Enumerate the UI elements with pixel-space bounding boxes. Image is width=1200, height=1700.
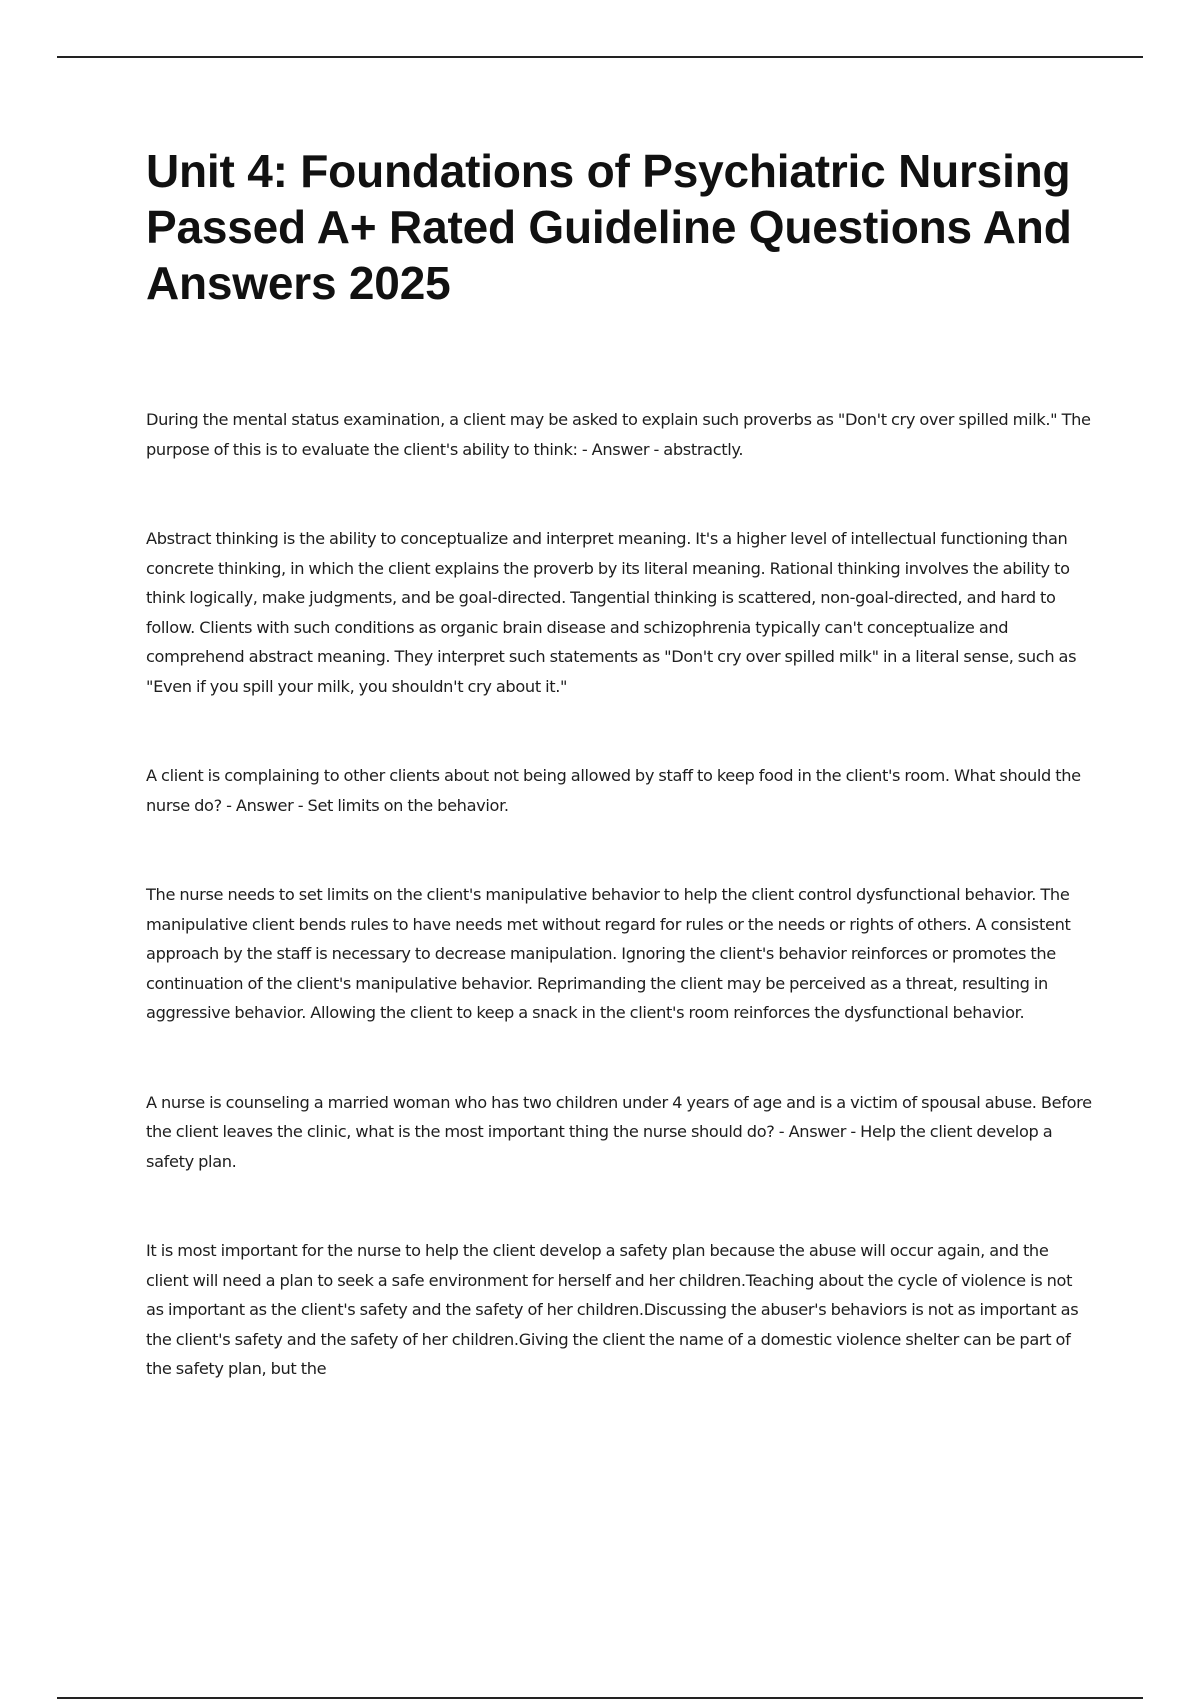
question-paragraph: A client is complaining to other clients about not being allowed by staff to keep food in the client's room. What should the nurse do? - Answer - Set limits on the behavior. (146, 766, 1081, 815)
question-paragraph: A nurse is counseling a married woman who has two children under 4 years of age and is a victim of spousal abuse. Before the client leaves the clinic, what is the most important thing the nurse should do? - Answer - Help the client develop a safety plan. (146, 1092, 1092, 1171)
document-title: Unit 4: Foundations of Psychiatric Nursing Passed A+ Rated Guideline Questions And Answers 2025 (146, 145, 1072, 309)
rationale-paragraph: Abstract thinking is the ability to conceptualize and interpret meaning. It's a higher level of intellectual functioning than concrete thinking, in which the client explains the proverb by its literal meaning. Rational thinking involves the ability to think logically, make judgments, and be goal-directed. Tangential thinking is scattered, non-goal-directed, and hard to follow. Clients with such conditions as organic brain disease and schizophrenia typically can't conceptualize and comprehend abstract meaning. They interpret such statements as "Don't cry over spilled milk" in a literal sense, such as "Even if you spill your milk, you shouldn't cry about it." (146, 529, 1077, 696)
page-content (146, 143, 1092, 1444)
question-paragraph: During the mental status examination, a client may be asked to explain such proverbs as "Don't cry over spilled milk." The purpose of this is to evaluate the client's ability to think: - Answer - abstractly. (146, 410, 1091, 459)
top-rule (57, 56, 1143, 58)
rationale-paragraph: It is most important for the nurse to help the client develop a safety plan because the abuse will occur again, and the client will need a plan to seek a safe environment for herself and her children.Teaching about the cycle of violence is not as important as the client's safety and the safety of her children.Discussing the abuser's behaviors is not as important as the client's safety and the safety of her children.Giving the client the name of a domestic violence shelter can be part of the safety plan, but the (146, 1241, 1079, 1378)
rationale-paragraph: The nurse needs to set limits on the client's manipulative behavior to help the client control dysfunctional behavior. The manipulative client bends rules to have needs met without regard for rules or the needs or rights of others. A consistent approach by the staff is necessary to decrease manipulation. Ignoring the client's behavior reinforces or promotes the continuation of the client's manipulative behavior. Reprimanding the client may be perceived as a threat, resulting in aggressive behavior. Allowing the client to keep a snack in the client's room reinforces the dysfunctional behavior. (146, 885, 1071, 1022)
bottom-rule (57, 1697, 1143, 1699)
document-body (146, 405, 1092, 1384)
